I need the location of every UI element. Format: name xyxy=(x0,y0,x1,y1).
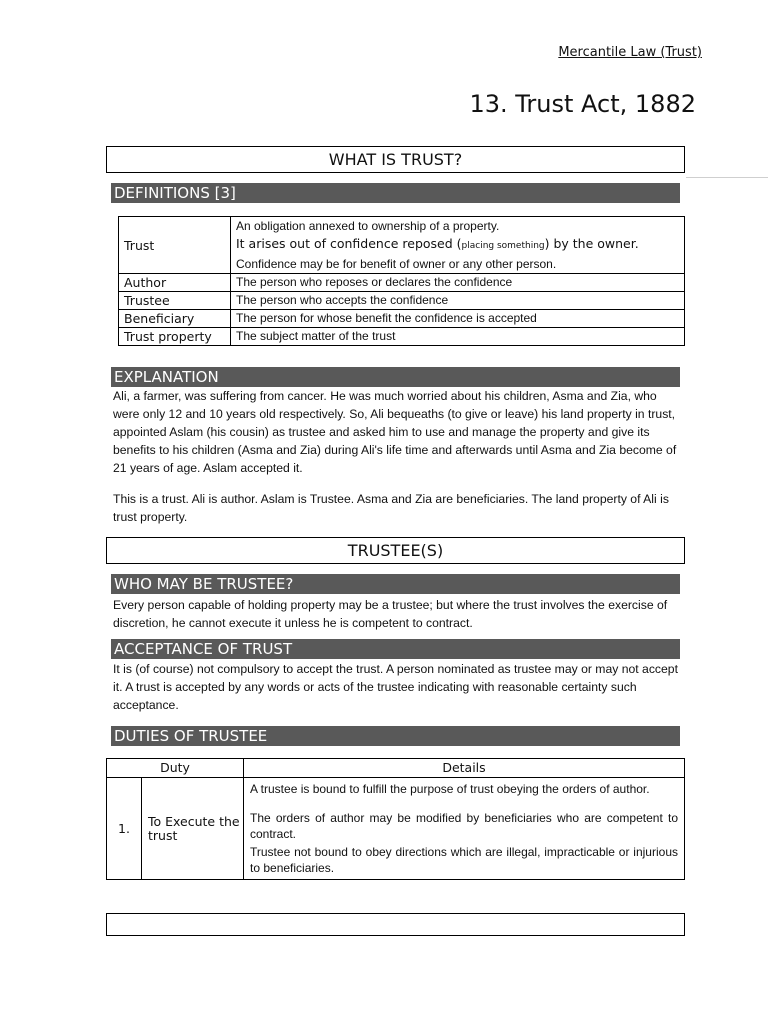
duty-number: 1. xyxy=(107,778,142,880)
heading-trustees: TRUSTEE(S) xyxy=(106,537,685,564)
header-section-label: Mercantile Law (Trust) xyxy=(558,45,702,60)
meaning-trust-property: The subject matter of the trust xyxy=(231,328,685,346)
duties-table xyxy=(106,758,685,880)
acceptance-of-trust-text: It is (of course) not compulsory to accept the trust. A person nominated as trustee may or may not accept it. A trust is accepted by any words or acts of the trustee indicating with reasonable certainty such acceptance. xyxy=(113,662,678,712)
bar-explanation: EXPLANATION xyxy=(111,367,680,387)
trust-meaning xyxy=(231,217,685,274)
meaning-author: The person who reposes or declares the confidence xyxy=(231,274,685,292)
bar-duties-of-trustee: DUTIES OF TRUSTEE xyxy=(111,726,680,746)
duty-detail-3: Trustee not bound to obey directions which are illegal, impracticable or injurious to beneficiaries. xyxy=(250,845,678,875)
duty-name: To Execute the trust xyxy=(142,778,244,880)
definitions-table xyxy=(118,216,685,346)
trust-line-3: Confidence may be for benefit of owner or any other person. xyxy=(236,257,557,271)
term-trust: Trust xyxy=(119,217,231,274)
who-may-be-trustee-text: Every person capable of holding property may be a trustee; but where the trust involves the exercise of discretion, he cannot execute it unless he is competent to contract. xyxy=(113,598,668,630)
meaning-beneficiary: The person for whose benefit the confidence is accepted xyxy=(231,310,685,328)
side-rule xyxy=(686,177,768,178)
term-beneficiary: Beneficiary xyxy=(119,310,231,328)
trust-line-2 xyxy=(236,235,679,255)
empty-box xyxy=(106,913,685,936)
table-row xyxy=(107,778,685,880)
heading-what-is-trust: WHAT IS TRUST? xyxy=(106,146,685,173)
explanation-paragraph-2: This is a trust. Ali is author. Aslam is Trustee. Asma and Zia are beneficiaries. The land property of Ali is trust property. xyxy=(113,492,669,524)
column-header-duty: Duty xyxy=(107,759,244,778)
duty-detail-2: The orders of author may be modified by beneficiaries who are competent to contract. xyxy=(250,811,678,841)
bar-definitions: DEFINITIONS [3] xyxy=(111,183,680,203)
table-row xyxy=(119,310,685,328)
table-row xyxy=(119,328,685,346)
trust-line-2-a: It arises out of confidence reposed ( xyxy=(236,236,462,251)
table-row xyxy=(119,274,685,292)
duty-details xyxy=(244,778,685,880)
trust-line-2-small: placing something xyxy=(461,241,545,251)
term-trust-property: Trust property xyxy=(119,328,231,346)
explanation-paragraph-1: Ali, a farmer, was suffering from cancer. He was much worried about his children, Asma and Zia, who were only 12 and 10 years old respectively. So, Ali bequeaths (to give or leave) his land property in trust, appointed Aslam (his cousin) as trustee and asked him to use and manage the property and give its benefits to his children (Asma and Zia) during Ali's life time and afterwards until Asma and Zia become of 21 years of age. Aslam accepted it. xyxy=(113,389,677,475)
bar-acceptance-of-trust: ACCEPTANCE OF TRUST xyxy=(111,639,680,659)
trust-line-1: An obligation annexed to ownership of a property. xyxy=(236,219,500,233)
term-trustee: Trustee xyxy=(119,292,231,310)
duty-detail-1: A trustee is bound to fulfill the purpose of trust obeying the orders of author. xyxy=(250,782,650,796)
term-author: Author xyxy=(119,274,231,292)
trust-line-2-b: ) by the owner. xyxy=(544,236,639,251)
table-header-row xyxy=(107,759,685,778)
bar-who-may-be-trustee: WHO MAY BE TRUSTEE? xyxy=(111,574,680,594)
table-row xyxy=(119,217,685,274)
table-row xyxy=(119,292,685,310)
document-title: 13. Trust Act, 1882 xyxy=(469,90,696,118)
meaning-trustee: The person who accepts the confidence xyxy=(231,292,685,310)
column-header-details: Details xyxy=(244,759,685,778)
